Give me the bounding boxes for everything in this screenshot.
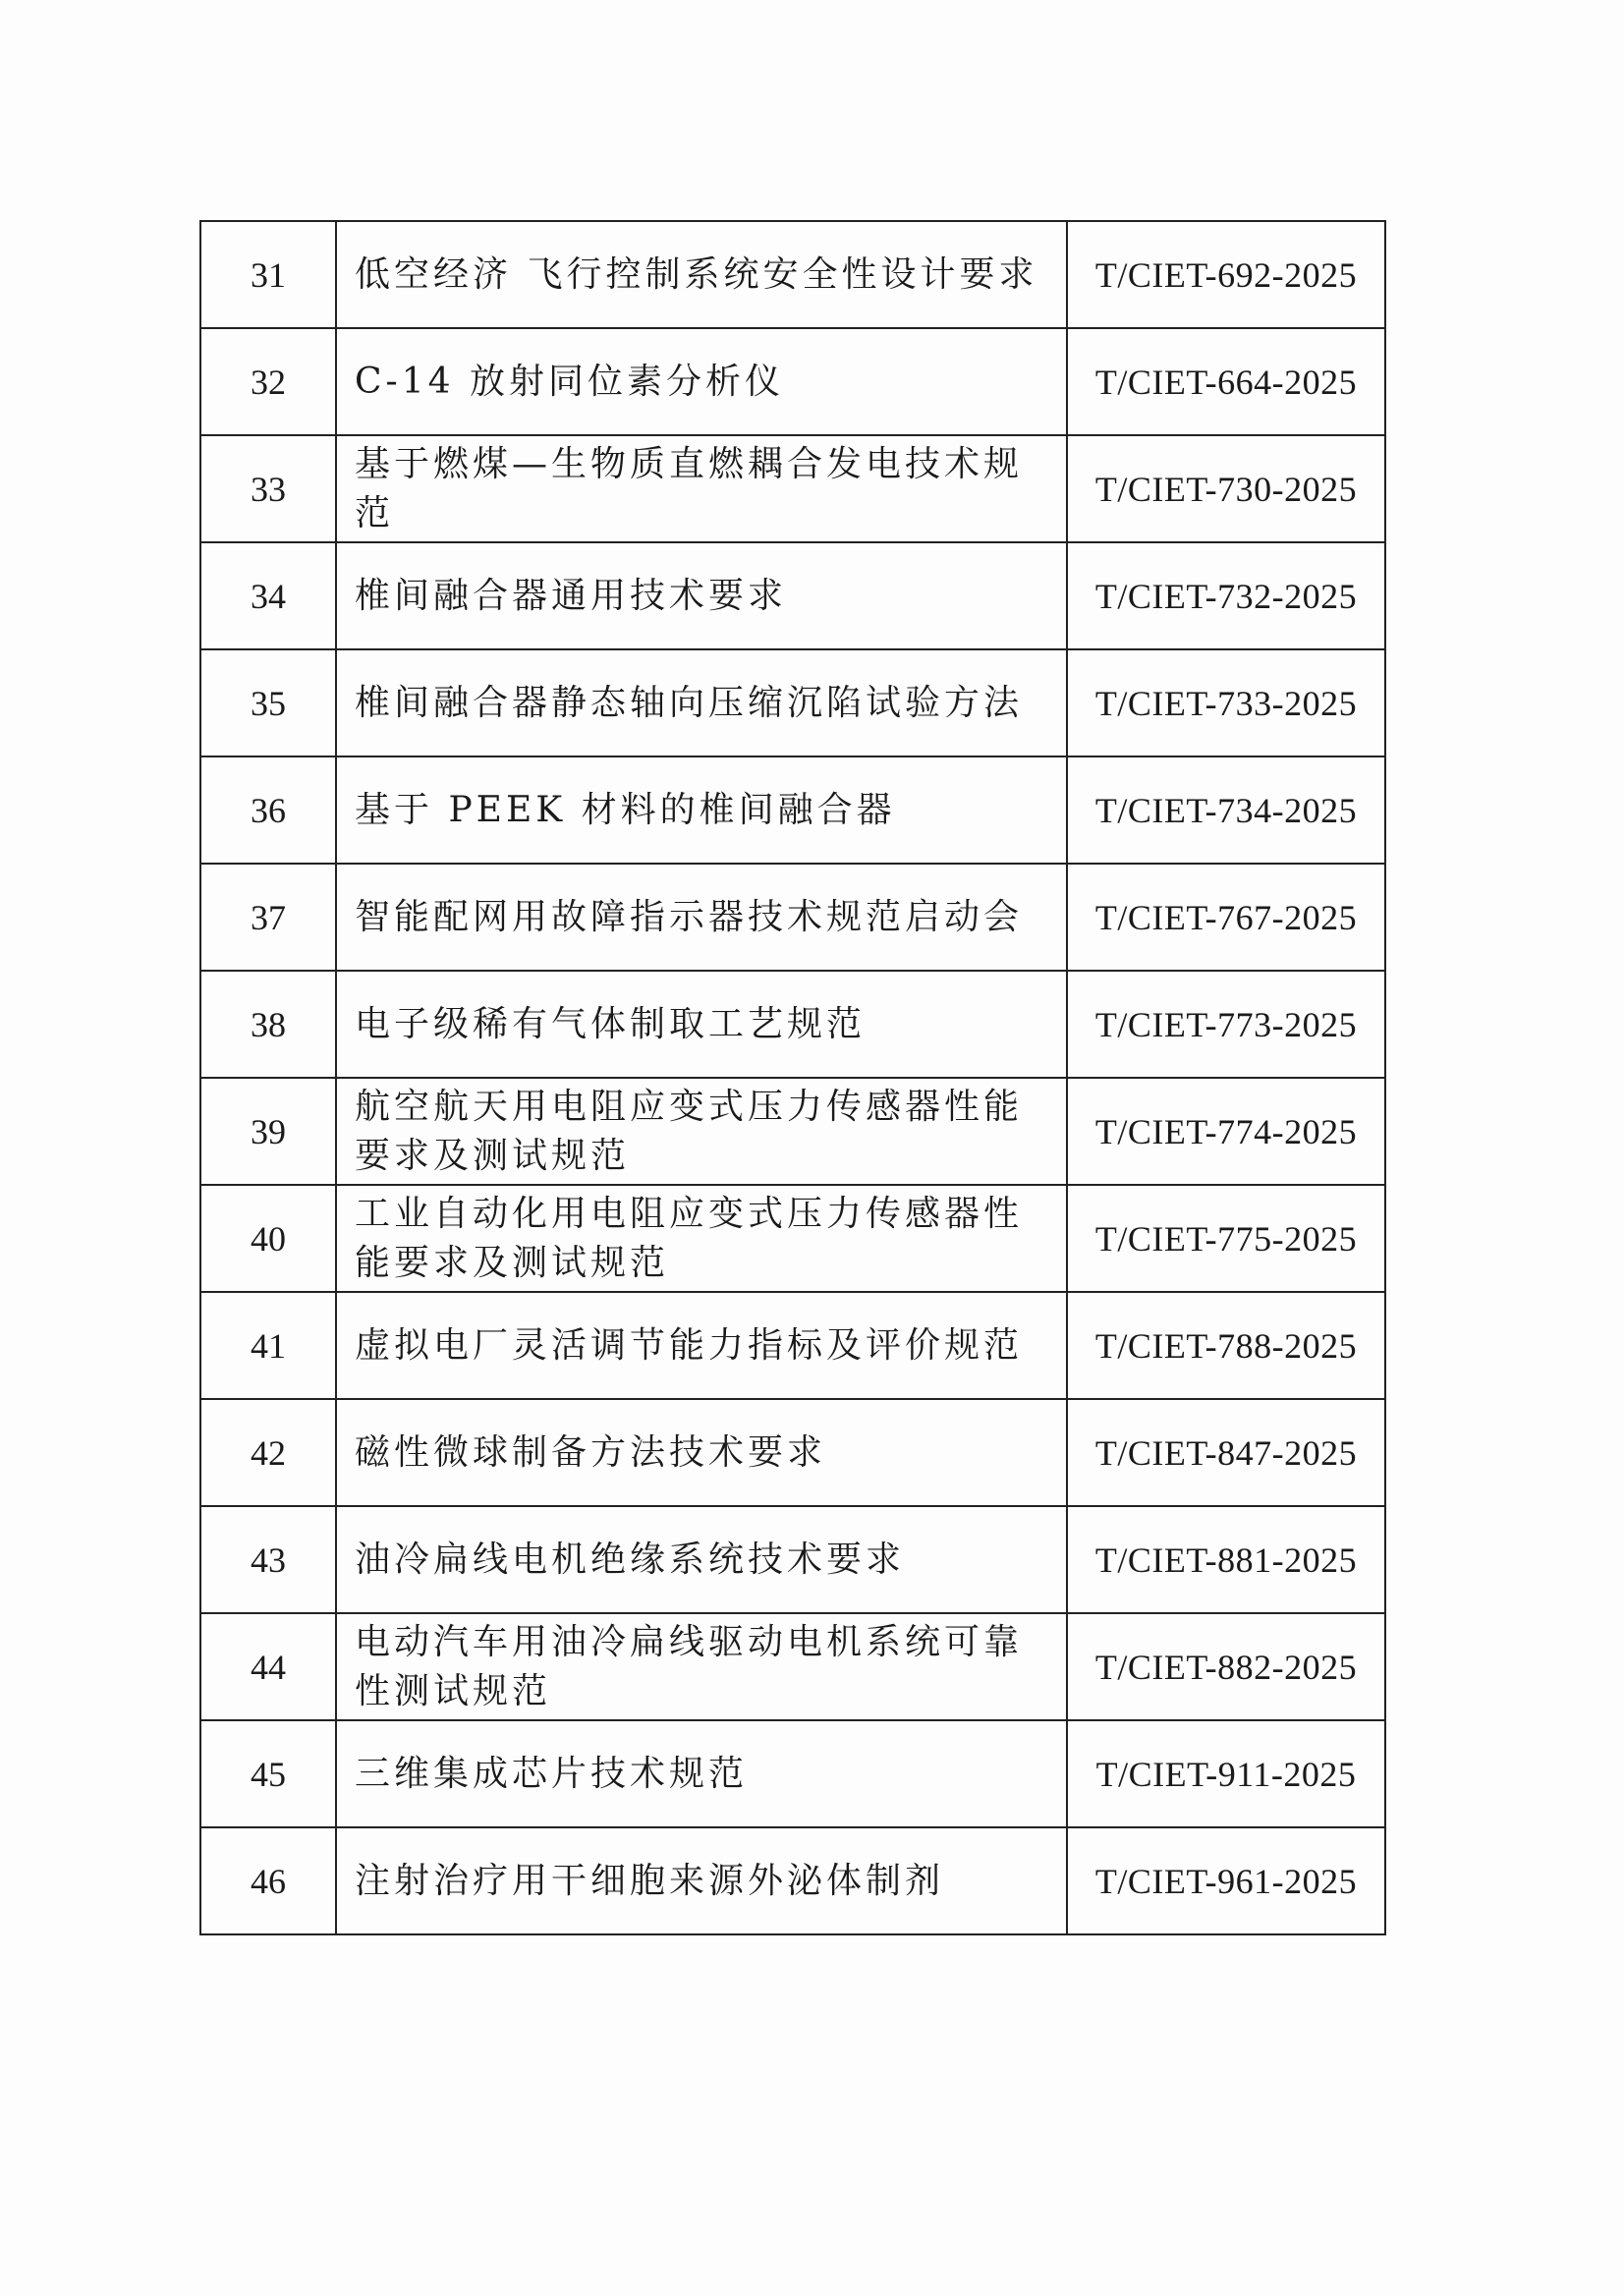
- standard-name: C-14 放射同位素分析仪: [336, 328, 1067, 435]
- table-row: [200, 1292, 1385, 1399]
- row-number: 46: [200, 1827, 336, 1934]
- row-number: 42: [200, 1399, 336, 1506]
- row-number: 41: [200, 1292, 336, 1399]
- standard-name: 电子级稀有气体制取工艺规范: [336, 971, 1067, 1078]
- standard-name: 基于 PEEK 材料的椎间融合器: [336, 756, 1067, 864]
- standard-name: 椎间融合器通用技术要求: [336, 542, 1067, 649]
- row-number: 43: [200, 1506, 336, 1613]
- table-row: [200, 221, 1385, 328]
- standard-name: 航空航天用电阻应变式压力传感器性能要求及测试规范: [336, 1078, 1067, 1185]
- standard-name: 油冷扁线电机绝缘系统技术要求: [336, 1506, 1067, 1613]
- standard-code: T/CIET-767-2025: [1067, 864, 1385, 971]
- table-row: [200, 542, 1385, 649]
- standard-code: T/CIET-773-2025: [1067, 971, 1385, 1078]
- row-number: 34: [200, 542, 336, 649]
- standards-table-body: [200, 221, 1385, 1934]
- standard-name: 虚拟电厂灵活调节能力指标及评价规范: [336, 1292, 1067, 1399]
- table-row: [200, 971, 1385, 1078]
- row-number: 39: [200, 1078, 336, 1185]
- table-row: [200, 864, 1385, 971]
- standard-code: T/CIET-847-2025: [1067, 1399, 1385, 1506]
- standard-code: T/CIET-730-2025: [1067, 435, 1385, 542]
- standard-code: T/CIET-733-2025: [1067, 649, 1385, 756]
- table-row: [200, 649, 1385, 756]
- table-row: [200, 435, 1385, 542]
- standard-code: T/CIET-732-2025: [1067, 542, 1385, 649]
- table-row: [200, 1827, 1385, 1934]
- standard-code: T/CIET-774-2025: [1067, 1078, 1385, 1185]
- row-number: 32: [200, 328, 336, 435]
- standard-name: 电动汽车用油冷扁线驱动电机系统可靠性测试规范: [336, 1613, 1067, 1720]
- table-row: [200, 1185, 1385, 1292]
- standard-code: T/CIET-882-2025: [1067, 1613, 1385, 1720]
- row-number: 36: [200, 756, 336, 864]
- standard-name: 低空经济 飞行控制系统安全性设计要求: [336, 221, 1067, 328]
- standard-name: 工业自动化用电阻应变式压力传感器性能要求及测试规范: [336, 1185, 1067, 1292]
- standard-code: T/CIET-911-2025: [1067, 1720, 1385, 1827]
- standard-code: T/CIET-692-2025: [1067, 221, 1385, 328]
- standard-name: 椎间融合器静态轴向压缩沉陷试验方法: [336, 649, 1067, 756]
- standards-table: [199, 220, 1386, 1935]
- row-number: 35: [200, 649, 336, 756]
- table-row: [200, 756, 1385, 864]
- row-number: 38: [200, 971, 336, 1078]
- standard-code: T/CIET-788-2025: [1067, 1292, 1385, 1399]
- standard-name: 三维集成芯片技术规范: [336, 1720, 1067, 1827]
- row-number: 33: [200, 435, 336, 542]
- standard-name: 磁性微球制备方法技术要求: [336, 1399, 1067, 1506]
- standard-code: T/CIET-734-2025: [1067, 756, 1385, 864]
- row-number: 45: [200, 1720, 336, 1827]
- standard-name: 基于燃煤—生物质直燃耦合发电技术规范: [336, 435, 1067, 542]
- table-row: [200, 1078, 1385, 1185]
- standard-code: T/CIET-961-2025: [1067, 1827, 1385, 1934]
- row-number: 37: [200, 864, 336, 971]
- row-number: 31: [200, 221, 336, 328]
- standard-code: T/CIET-881-2025: [1067, 1506, 1385, 1613]
- row-number: 40: [200, 1185, 336, 1292]
- standard-name: 智能配网用故障指示器技术规范启动会: [336, 864, 1067, 971]
- standard-code: T/CIET-664-2025: [1067, 328, 1385, 435]
- standard-code: T/CIET-775-2025: [1067, 1185, 1385, 1292]
- standard-name: 注射治疗用干细胞来源外泌体制剂: [336, 1827, 1067, 1934]
- table-row: [200, 328, 1385, 435]
- table-row: [200, 1399, 1385, 1506]
- table-row: [200, 1613, 1385, 1720]
- row-number: 44: [200, 1613, 336, 1720]
- table-row: [200, 1506, 1385, 1613]
- table-row: [200, 1720, 1385, 1827]
